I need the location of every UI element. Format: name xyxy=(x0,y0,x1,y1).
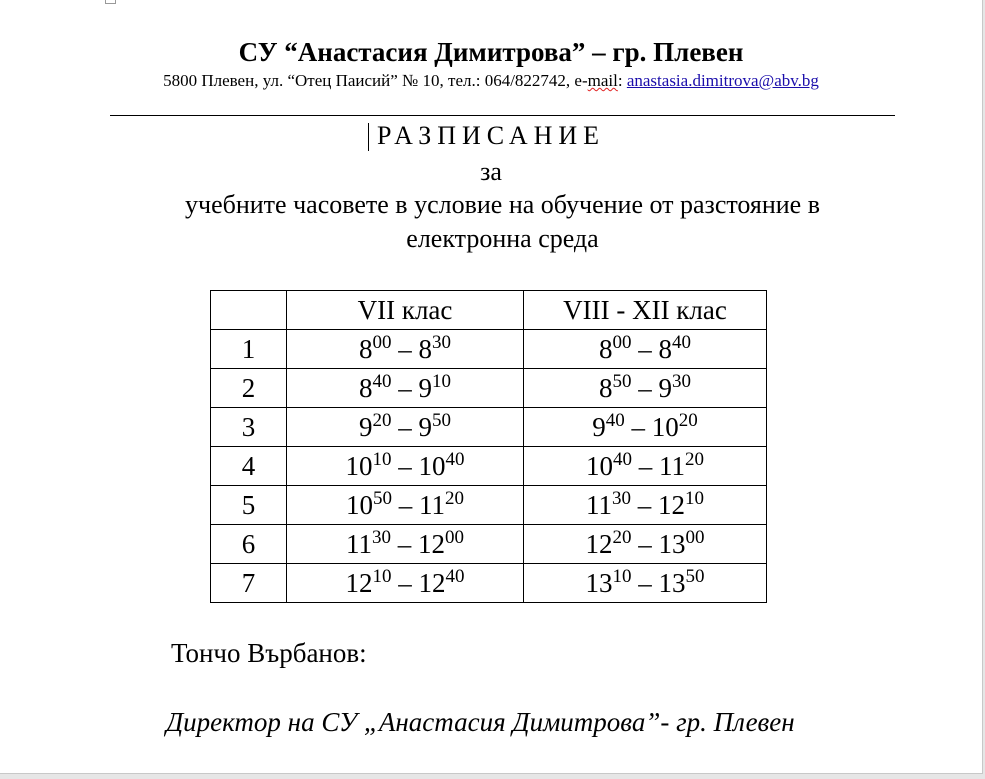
document-subtitle: за xyxy=(480,157,502,186)
start-minutes: 10 xyxy=(372,566,392,587)
contact-address: 5800 Плевен, ул. “Отец Паисий” № 10, тел.: 064/822742, xyxy=(163,71,575,90)
grade-8-12-time-cell xyxy=(524,330,767,369)
table-row xyxy=(211,369,767,408)
end-hour: 11 xyxy=(419,490,445,520)
start-hour: 12 xyxy=(345,568,373,598)
period-number-cell: 7 xyxy=(211,564,287,603)
table-row xyxy=(211,525,767,564)
grade-7-time-cell xyxy=(287,447,524,486)
end-hour: 10 xyxy=(418,451,446,481)
time-separator: – xyxy=(391,373,419,403)
start-minutes: 20 xyxy=(372,410,392,431)
start-hour: 10 xyxy=(345,451,373,481)
end-minutes: 30 xyxy=(432,332,451,353)
grade-8-12-time-cell xyxy=(524,564,767,603)
end-minutes: 20 xyxy=(445,488,464,509)
start-hour: 8 xyxy=(599,334,613,364)
grade-7-time-cell xyxy=(287,564,524,603)
document-description: учебните часовете в условие на обучение от разстояние в електронна среда xyxy=(185,190,820,253)
table-row xyxy=(211,564,767,603)
start-hour: 8 xyxy=(359,334,373,364)
start-hour: 9 xyxy=(592,412,606,442)
table-header-row xyxy=(211,291,767,330)
table-row xyxy=(211,447,767,486)
start-minutes: 40 xyxy=(372,371,392,392)
column-header-grade-8-12: VIII - XII клас xyxy=(524,291,767,330)
column-header-number xyxy=(211,291,287,330)
time-separator: – xyxy=(391,412,419,442)
email-label-prefix: e- xyxy=(574,71,588,90)
start-hour: 8 xyxy=(599,373,613,403)
period-number-cell: 6 xyxy=(211,525,287,564)
header-divider xyxy=(110,115,895,116)
grade-8-12-time-cell xyxy=(524,525,767,564)
signer-name: Тончо Върбанов: xyxy=(171,638,367,668)
start-hour: 8 xyxy=(359,373,373,403)
start-minutes: 50 xyxy=(373,488,392,509)
document-title: РАЗПИСАНИЕ xyxy=(376,121,606,150)
table-row xyxy=(211,330,767,369)
end-minutes: 00 xyxy=(685,527,705,548)
start-hour: 9 xyxy=(359,412,373,442)
end-hour: 12 xyxy=(418,568,446,598)
end-hour: 13 xyxy=(658,529,686,559)
time-separator: – xyxy=(391,334,419,364)
grade-7-time-cell xyxy=(287,369,524,408)
schedule-table xyxy=(210,290,767,603)
end-hour: 9 xyxy=(418,412,432,442)
end-hour: 12 xyxy=(418,529,445,559)
start-minutes: 10 xyxy=(372,449,392,470)
time-separator: – xyxy=(631,568,659,598)
end-hour: 8 xyxy=(418,334,432,364)
grade-7-time-cell xyxy=(287,486,524,525)
start-minutes: 00 xyxy=(372,332,392,353)
time-separator: – xyxy=(631,334,659,364)
start-hour: 11 xyxy=(586,490,612,520)
end-minutes: 30 xyxy=(672,371,691,392)
period-number-cell: 3 xyxy=(211,408,287,447)
period-number-cell: 1 xyxy=(211,330,287,369)
end-minutes: 20 xyxy=(685,449,704,470)
time-separator: – xyxy=(392,490,419,520)
start-hour: 11 xyxy=(346,529,372,559)
grade-8-12-time-cell xyxy=(524,447,767,486)
time-separator: – xyxy=(391,568,419,598)
signer-role: Директор на СУ „Анастасия Димитрова”- гр. Плевен xyxy=(166,707,795,737)
email-link[interactable]: anastasia.dimitrova@abv.bg xyxy=(626,71,819,90)
time-separator: – xyxy=(631,490,658,520)
time-separator: – xyxy=(631,373,659,403)
period-number-cell: 5 xyxy=(211,486,287,525)
table-row xyxy=(211,486,767,525)
page-corner-marker xyxy=(105,0,116,4)
end-minutes: 40 xyxy=(672,332,691,353)
school-name-heading: СУ “Анастасия Димитрова” – гр. Плевен xyxy=(238,37,744,67)
time-separator: – xyxy=(391,451,419,481)
start-minutes: 10 xyxy=(612,566,632,587)
end-hour: 11 xyxy=(659,451,685,481)
end-hour: 8 xyxy=(658,334,672,364)
start-minutes: 20 xyxy=(612,527,632,548)
start-hour: 13 xyxy=(585,568,613,598)
time-separator: – xyxy=(391,529,418,559)
end-minutes: 10 xyxy=(432,371,451,392)
contact-line xyxy=(0,70,982,92)
end-minutes: 10 xyxy=(685,488,704,509)
email-label-suffix: : xyxy=(617,71,627,90)
spellcheck-word: mail xyxy=(587,71,618,90)
start-minutes: 40 xyxy=(613,449,632,470)
start-minutes: 30 xyxy=(372,527,391,548)
end-hour: 12 xyxy=(658,490,685,520)
time-separator: – xyxy=(632,451,659,481)
start-minutes: 30 xyxy=(612,488,631,509)
start-minutes: 00 xyxy=(612,332,632,353)
table-row xyxy=(211,408,767,447)
start-hour: 12 xyxy=(585,529,613,559)
end-minutes: 00 xyxy=(445,527,464,548)
schedule-body xyxy=(211,330,767,603)
column-header-grade-7: VII клас xyxy=(287,291,524,330)
start-minutes: 50 xyxy=(612,371,632,392)
end-minutes: 50 xyxy=(432,410,451,431)
end-hour: 9 xyxy=(418,373,432,403)
start-hour: 10 xyxy=(346,490,373,520)
end-hour: 10 xyxy=(651,412,679,442)
end-minutes: 40 xyxy=(445,566,465,587)
grade-7-time-cell xyxy=(287,330,524,369)
grade-8-12-time-cell xyxy=(524,408,767,447)
grade-8-12-time-cell xyxy=(524,369,767,408)
end-minutes: 50 xyxy=(685,566,705,587)
grade-7-time-cell xyxy=(287,408,524,447)
end-minutes: 40 xyxy=(445,449,465,470)
end-minutes: 20 xyxy=(678,410,698,431)
time-separator: – xyxy=(624,412,652,442)
start-hour: 10 xyxy=(586,451,613,481)
end-hour: 9 xyxy=(658,373,672,403)
end-hour: 13 xyxy=(658,568,686,598)
period-number-cell: 2 xyxy=(211,369,287,408)
grade-8-12-time-cell xyxy=(524,486,767,525)
time-separator: – xyxy=(631,529,659,559)
start-minutes: 40 xyxy=(605,410,625,431)
grade-7-time-cell xyxy=(287,525,524,564)
period-number-cell: 4 xyxy=(211,447,287,486)
